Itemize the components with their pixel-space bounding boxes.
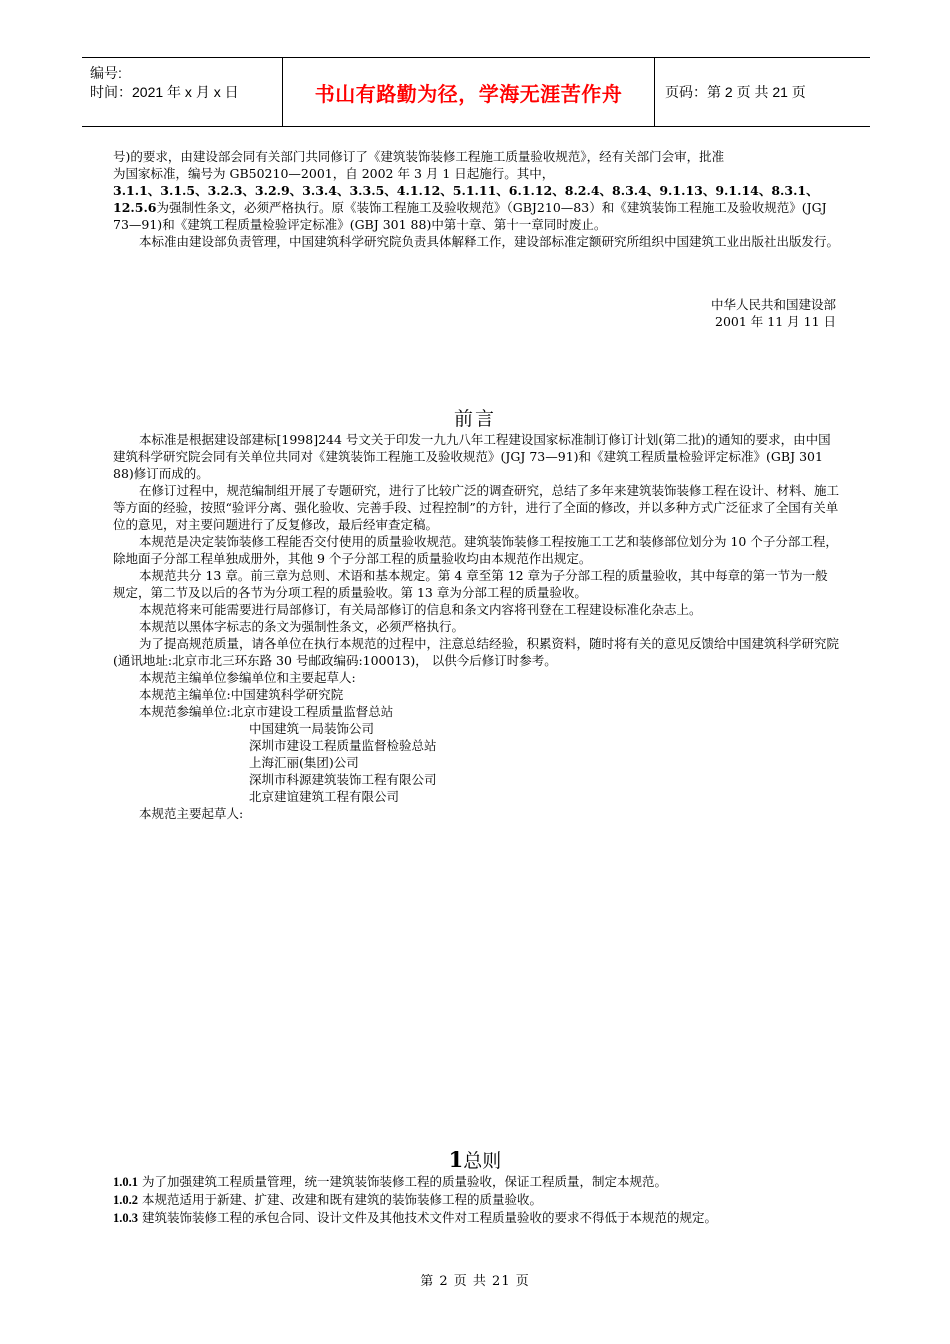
intro-para-2: 本标准由建设部负责管理，中国建筑科学研究院负责具体解释工作，建设部标准定额研究所组织中国建筑工业出版社出版发行。 xyxy=(139,234,840,249)
co-unit-label: 本规范参编单位: xyxy=(139,704,231,719)
number-label: 编号: xyxy=(90,65,122,81)
preface-para-1: 本标准是根据建设部建标[1998]244 号文关于印发一九九八年工程建设国家标准制订修订计划(第二批)的通知的要求，由中国建筑科学研究院会同有关单位共同对《建筑装饰工程施工及验收规范》(JGJ 73—91)和《建筑工程质量检验评定标准》(GBJ 301 88)修订而成的。 xyxy=(113,432,831,481)
signature-date: 2001 年 11 月 11 日 xyxy=(715,314,836,329)
co-unit-item: 深圳市建设工程质量监督检验总站 xyxy=(249,738,437,753)
chief-unit-line xyxy=(113,686,840,703)
preface-para-5: 本规范将来可能需要进行局部修订，有关局部修订的信息和条文内容将刊登在工程建设标准化杂志上。 xyxy=(139,602,702,617)
header-meta xyxy=(82,58,283,126)
page-header xyxy=(82,57,870,127)
intro-line-1: 号)的要求，由建设部会同有关部门共同修订了《建筑装饰装修工程施工质量验收规范》，经有关部门会审，批准 xyxy=(113,149,725,164)
preface-para-8: 本规范主编单位参编单位和主要起草人: xyxy=(139,670,356,685)
header-motto: 书山有路勤为径，学海无涯苦作舟 xyxy=(283,58,655,126)
clause-text: 建筑装饰装修工程的承包合同、设计文件及其他技术文件对工程质量验收的要求不得低于本规范的规定。 xyxy=(141,1210,717,1225)
clause-item xyxy=(113,1173,843,1191)
chapter-title xyxy=(0,1146,950,1173)
mandatory-clauses: 3.1.1、3.1.5、3.2.3、3.2.9、3.3.4、3.3.5、4.1.12、5.1.11、6.1.12、8.2.4、8.3.4、9.1.13、9.1.14、8.3.1、12.5.6 xyxy=(113,183,819,215)
preface-body xyxy=(113,431,840,822)
clause-number: 1.0.1 xyxy=(113,1175,138,1189)
signature-org: 中华人民共和国建设部 xyxy=(710,297,836,312)
preface-para-4: 本规范共分 13 章。前三章为总则、术语和基本规定。第 4 章至第 12 章为子分部工程的质量验收，其中每章的第一节为一般规定，第二节及以后的各节为分项工程的质量验收。第 13 章为分部工程的质量验收。 xyxy=(113,568,828,600)
intro-line-3-rest: 为强制性条文，必须严格执行。原《装饰工程施工及验收规范》（GBJ210—83）和《建筑装饰工程施工及验收规范》(JGJ 73—91)和《建筑工程质量检验评定标准》(GBJ 301 88)中第十章、第十一章同时废止。 xyxy=(113,200,827,232)
co-unit-item: 上海汇丽(集团)公司 xyxy=(249,755,359,770)
chapter-name: 总则 xyxy=(463,1150,502,1172)
intro-line-3 xyxy=(113,182,840,233)
co-unit-item: 深圳市科源建筑装饰工程有限公司 xyxy=(249,772,437,787)
preface-para-6: 本规范以黑体字标志的条文为强制性条文，必须严格执行。 xyxy=(139,619,465,634)
chief-unit-label: 本规范主编单位: xyxy=(139,687,231,702)
preface-para-7: 为了提高规范质量，请各单位在执行本规范的过程中，注意总结经验，积累资料，随时将有关的意见反馈给中国建筑科学研究院(通讯地址:北京市北三环东路 30 号邮政编码:100013)， 以供今后修订时参考。 xyxy=(113,636,840,668)
clause-item xyxy=(113,1191,843,1209)
co-unit-line xyxy=(113,703,840,720)
drafters-label: 本规范主要起草人: xyxy=(139,806,244,821)
chapter-clauses xyxy=(113,1173,843,1227)
signature-block xyxy=(711,296,836,330)
co-unit-item: 北京市建设工程质量监督总站 xyxy=(230,704,394,719)
clause-number: 1.0.2 xyxy=(113,1193,138,1207)
time-label: 时间：2021 年 x 月 x 日 xyxy=(90,84,239,100)
clause-text: 为了加强建筑工程质量管理，统一建筑装饰装修工程的质量验收，保证工程质量，制定本规范。 xyxy=(141,1174,667,1189)
chapter-number: 1 xyxy=(448,1147,464,1172)
intro-block xyxy=(113,148,840,250)
chief-unit: 中国建筑科学研究院 xyxy=(230,687,344,702)
co-unit-item: 北京建谊建筑工程有限公司 xyxy=(249,789,400,804)
preface-title: 前言 xyxy=(453,408,496,430)
page-footer: 第 2 页 共 21 页 xyxy=(420,1274,530,1289)
header-page-label: 页码：第 2 页 共 21 页 xyxy=(665,84,806,100)
co-unit-item: 中国建筑一局装饰公司 xyxy=(249,721,375,736)
preface-para-3: 本规范是决定装饰装修工程能否交付使用的质量验收规范。建筑装饰装修工程按施工工艺和装修部位划分为 10 个子分部工程，除地面子分部工程单独成册外，其他 9 个子分部工程的质量验收均由本规范作出规定。 xyxy=(113,534,838,566)
preface-para-2: 在修订过程中，规范编制组开展了专题研究，进行了比较广泛的调查研究，总结了多年来建筑装饰装修工程在设计、材料、施工等方面的经验，按照“验评分离、强化验收、完善手段、过程控制”的方针，进行了全面的修改，并以多种方式广泛征求了全国有关单位的意见，对主要问题进行了反复修改，最后经审查定稿。 xyxy=(113,483,840,532)
clause-number: 1.0.3 xyxy=(113,1211,138,1225)
intro-line-2: 为国家标准，编号为 GB50210—2001，自 2002 年 3 月 1 日起施行。其中， xyxy=(113,166,555,181)
clause-item xyxy=(113,1209,843,1227)
clause-text: 本规范适用于新建、扩建、改建和既有建筑的装饰装修工程的质量验收。 xyxy=(141,1192,542,1207)
